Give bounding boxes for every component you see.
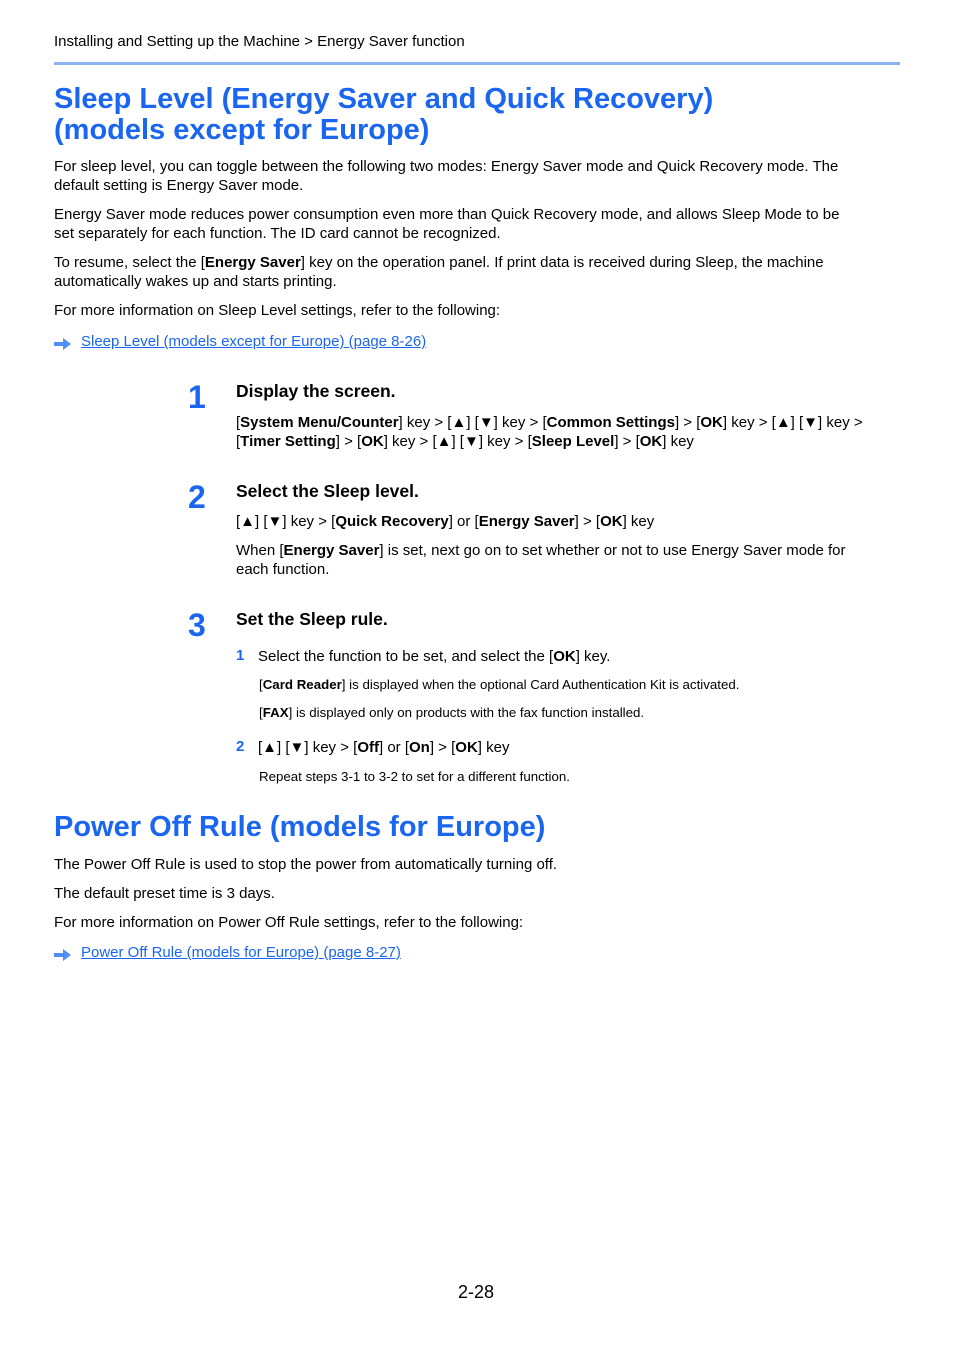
step-title-3: Set the Sleep rule. [236, 609, 388, 629]
paragraph-power-off-intro: The Power Off Rule is used to stop the power from automatically turning off. [54, 856, 558, 873]
substep-number-2: 2 [236, 738, 245, 755]
paragraph-energy-saver: Energy Saver mode reduces power consumption even more than Quick Recovery mode, and allows Sleep Mode to be set separately for each function. The ID card cannot be recognized. [54, 206, 840, 242]
step-title-1: Display the screen. [236, 381, 396, 401]
substep-1-text: Select the function to be set, and select the [OK] key. [258, 648, 611, 665]
step-number-3: 3 [188, 607, 206, 643]
substep-number-1: 1 [236, 647, 245, 664]
step-1-instructions: [System Menu/Counter] key > [▲] [▼] key > [Common Settings] > [OK] key > [▲] [▼] key > [Timer Setting] > [OK] key > [▲] [▼] key > [Sleep Level] > [OK] key [236, 414, 863, 450]
note-fax: [FAX] is displayed only on products with the fax function installed. [259, 705, 645, 720]
section-title-line-2: (models except for Europe) [54, 114, 430, 146]
substep-2-text: [▲] [▼] key > [Off] or [On] > [OK] key [258, 739, 510, 756]
header-divider [54, 62, 900, 65]
note-repeat-steps: Repeat steps 3-1 to 3-2 to set for a different function. [259, 769, 570, 784]
step-2-instructions: [▲] [▼] key > [Quick Recovery] or [Energy Saver] > [OK] key [236, 513, 655, 530]
step-number-1: 1 [188, 379, 206, 415]
paragraph-more-info: For more information on Sleep Level settings, refer to the following: [54, 302, 501, 319]
arrow-right-icon [54, 338, 72, 350]
paragraph-resume: To resume, select the [Energy Saver] key on the operation panel. If print data is received during Sleep, the machine automatically wakes up and starts printing. [54, 254, 824, 290]
step-2-note: When [Energy Saver] is set, next go on to set whether or not to use Energy Saver mode for each function. [236, 542, 846, 578]
section-title-power-off-rule: Power Off Rule (models for Europe) [54, 811, 546, 843]
step-title-2: Select the Sleep level. [236, 481, 419, 501]
section-title-line-1: Sleep Level (Energy Saver and Quick Recovery) [54, 83, 714, 115]
link-sleep-level[interactable]: Sleep Level (models except for Europe) (page 8-26) [81, 333, 427, 350]
arrow-right-icon [54, 949, 72, 961]
breadcrumb: Installing and Setting up the Machine > Energy Saver function [54, 33, 465, 50]
page-number: 2-28 [458, 1282, 495, 1302]
paragraph-default-time: The default preset time is 3 days. [54, 885, 275, 902]
paragraph-power-off-more-info: For more information on Power Off Rule settings, refer to the following: [54, 914, 524, 931]
paragraph-sleep-level-intro: For sleep level, you can toggle between the following two modes: Energy Saver mode and Quick Recovery mode. The default setting is Energy Saver mode. [54, 158, 839, 194]
link-power-off-rule[interactable]: Power Off Rule (models for Europe) (page 8-27) [81, 944, 401, 961]
note-card-reader: [Card Reader] is displayed when the optional Card Authentication Kit is activated. [259, 677, 740, 692]
step-number-2: 2 [188, 479, 206, 515]
